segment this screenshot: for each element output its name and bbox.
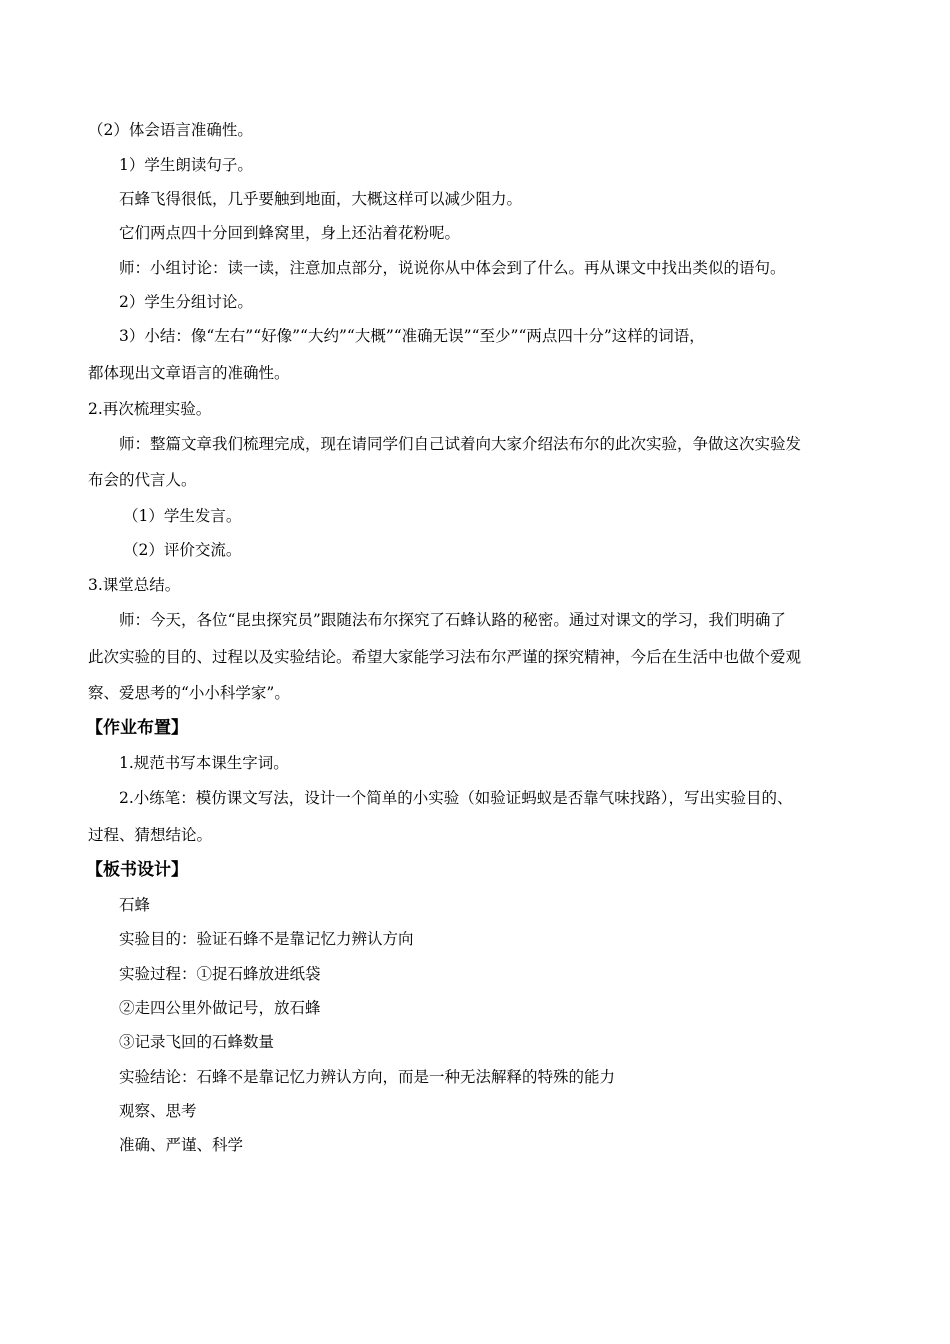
section-title-language-accuracy: （2）体会语言准确性。 <box>88 121 253 139</box>
homework-heading: 【作业布置】 <box>86 718 188 738</box>
example-sentence-2: 它们两点四十分回到蜂窝里，身上还沾着花粉呢。 <box>119 224 461 242</box>
review-item-2: （2）评价交流。 <box>123 541 242 559</box>
board-line: 实验结论：石蜂不是靠记忆力辨认方向，而是一种无法解释的特殊的能力 <box>119 1068 616 1086</box>
board-line: 观察、思考 <box>119 1102 197 1120</box>
step-read-aloud: 1）学生朗读句子。 <box>119 156 253 174</box>
homework-item-2-line-1: 2.小练笔：模仿课文写法，设计一个简单的小实验（如验证蚂蚁是否靠气味找路），写出实验目的、 <box>119 789 793 807</box>
review-item-1: （1）学生发言。 <box>123 507 242 525</box>
teacher-review-line-2: 布会的代言人。 <box>88 471 197 489</box>
teacher-review-line-1: 师：整篇文章我们梳理完成，现在请同学们自己试着向大家介绍法布尔的此次实验，争做这次实验发 <box>119 435 802 453</box>
homework-item-2-line-2: 过程、猜想结论。 <box>88 826 213 844</box>
summary-line-1: 师：今天，各位“昆虫探究员”跟随法布尔探究了石蜂认路的秘密。通过对课文的学习，我们明确了 <box>119 611 786 629</box>
example-sentence-1: 石蜂飞得很低，几乎要触到地面，大概这样可以减少阻力。 <box>119 190 523 208</box>
board-line: ②走四公里外做记号，放石蜂 <box>119 999 321 1017</box>
board-line: 实验过程：①捉石蜂放进纸袋 <box>119 965 321 983</box>
board-line: 实验目的：验证石蜂不是靠记忆力辨认方向 <box>119 930 414 948</box>
step-summary-line-1: 3）小结：像“左右”“好像”“大约”“大概”“准确无误”“至少”“两点四十分”这样的词语， <box>119 327 705 345</box>
board-line: 石蜂 <box>119 896 151 914</box>
summary-line-2: 此次实验的目的、过程以及实验结论。希望大家能学习法布尔严谨的探究精神，今后在生活中也做个爱观 <box>88 648 802 666</box>
board-line: 准确、严谨、科学 <box>119 1136 244 1154</box>
homework-item-1: 1.规范书写本课生字词。 <box>119 754 289 772</box>
teacher-discussion-prompt: 师：小组讨论：读一读，注意加点部分，说说你从中体会到了什么。再从课文中找出类似的语句。 <box>119 259 786 277</box>
step-summary-line-2: 都体现出文章语言的准确性。 <box>88 364 290 382</box>
section-title-summary: 3.课堂总结。 <box>88 576 181 594</box>
board-line: ③记录飞回的石蜂数量 <box>119 1033 275 1051</box>
step-group-discussion: 2）学生分组讨论。 <box>119 293 253 311</box>
section-title-review: 2.再次梳理实验。 <box>88 400 212 418</box>
summary-line-3: 察、爱思考的“小小科学家”。 <box>88 684 290 702</box>
board-design-heading: 【板书设计】 <box>86 860 188 880</box>
